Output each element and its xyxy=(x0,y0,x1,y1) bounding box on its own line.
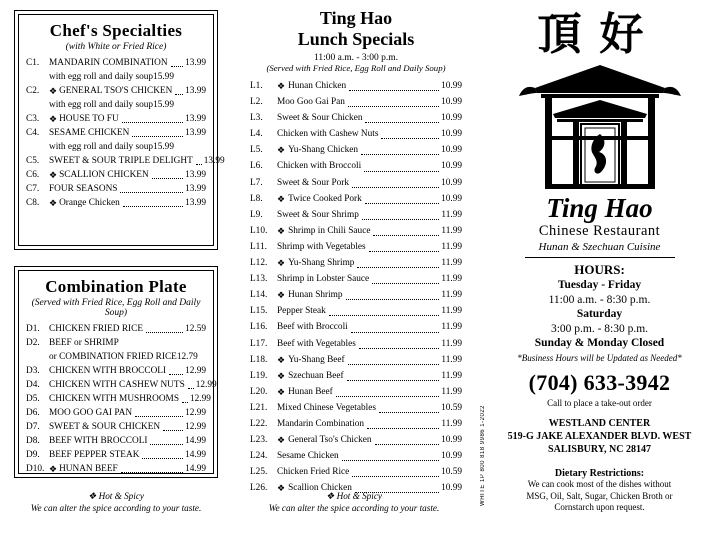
item-price: 10.99 xyxy=(441,161,462,172)
lunch-title-line1: Ting Hao xyxy=(319,8,393,28)
menu-item xyxy=(250,448,462,464)
item-number: L20. xyxy=(250,386,268,397)
item-number: L16. xyxy=(250,322,268,333)
item-price: 13.99 xyxy=(185,86,206,96)
leader-dots xyxy=(348,106,439,107)
item-number: C7. xyxy=(26,184,40,194)
menu-item xyxy=(26,196,206,210)
item-name: Hunan Shrimp xyxy=(288,290,343,301)
item-price: 14.99 xyxy=(185,464,206,474)
item-price: 13.99 xyxy=(185,184,206,194)
lunch-spicy-footnote xyxy=(252,490,456,514)
item-number: D3. xyxy=(26,366,40,376)
hours-days-2: Saturday xyxy=(576,308,623,320)
item-price: 13.99 xyxy=(203,156,225,166)
menu-item xyxy=(250,78,462,94)
menu-item xyxy=(26,462,206,476)
item-number: C5. xyxy=(26,156,40,166)
item-price: 12.99 xyxy=(185,422,206,432)
item-name: Orange Chicken xyxy=(59,198,120,208)
leader-dots xyxy=(329,315,440,316)
item-name: Yu-Shang Beef xyxy=(288,354,345,365)
hot-pepper-icon: ❖ xyxy=(49,114,58,124)
item-number: D2. xyxy=(26,338,40,348)
leader-dots xyxy=(349,90,439,91)
item-subline: or COMBINATION FRIED RICE xyxy=(49,352,177,362)
item-price: 11.99 xyxy=(441,322,462,333)
restaurant-name: Ting Hao xyxy=(546,193,653,223)
menu-item xyxy=(26,434,206,448)
leader-dots xyxy=(352,476,439,477)
leader-dots xyxy=(121,472,183,473)
item-price: 11.99 xyxy=(441,209,462,220)
item-number: L17. xyxy=(250,338,268,349)
item-price: 11.99 xyxy=(441,225,462,236)
leader-dots xyxy=(150,444,183,445)
item-name: Hunan Beef xyxy=(288,386,333,397)
hot-pepper-icon: ❖ xyxy=(49,86,58,96)
item-number: C6. xyxy=(26,170,40,180)
item-number: L8. xyxy=(250,193,263,204)
chinese-name: 頂好 xyxy=(537,9,662,60)
spicy-label: Hot & Spicy xyxy=(98,491,144,501)
leader-dots xyxy=(123,206,183,207)
item-name: Shrimp in Chili Sauce xyxy=(288,225,371,236)
item-number: D1. xyxy=(26,324,40,334)
chefs-specialties-panel xyxy=(14,10,225,250)
item-price: 11.99 xyxy=(441,370,462,381)
hot-pepper-icon: ❖ xyxy=(277,258,286,269)
item-number: L6. xyxy=(250,161,263,172)
menu-item xyxy=(26,112,206,126)
hot-pepper-icon: ❖ xyxy=(49,464,58,474)
item-name: Chicken with Cashew Nuts xyxy=(277,129,379,140)
hours-time-1: 11:00 a.m. - 8:30 p.m. xyxy=(548,294,651,306)
item-name: Chicken Fried Rice xyxy=(277,467,350,478)
item-number: D7. xyxy=(26,422,40,432)
item-price: 11.99 xyxy=(441,418,462,429)
item-name: GENERAL TSO'S CHICKEN xyxy=(59,86,173,96)
item-price: 11.99 xyxy=(441,258,462,269)
item-subline: with egg roll and daily soup xyxy=(49,100,154,110)
item-number: L18. xyxy=(250,354,268,365)
item-number: D8. xyxy=(26,436,40,446)
item-number: L4. xyxy=(250,129,263,140)
item-price: 10.99 xyxy=(441,145,462,156)
item-name: Mandarin Combination xyxy=(277,418,365,429)
menu-item xyxy=(26,336,206,364)
item-price: 14.99 xyxy=(185,436,206,446)
menu-item xyxy=(250,271,462,287)
hours-time-2: 3:00 p.m. - 8:30 p.m. xyxy=(550,323,649,335)
leader-dots xyxy=(169,374,183,375)
menu-item xyxy=(250,94,462,110)
leader-dots xyxy=(375,444,440,445)
dietary-line-3: Cornstarch upon request. xyxy=(554,502,645,512)
item-price: 12.79 xyxy=(176,352,198,362)
spicy-note: We can alter the spice according to your taste. xyxy=(268,503,440,513)
hot-pepper-icon: ❖ xyxy=(49,170,58,180)
left-spicy-footnote xyxy=(14,490,218,514)
leader-dots xyxy=(336,396,440,397)
leader-dots xyxy=(352,187,439,188)
item-number: L26. xyxy=(250,483,268,494)
item-name: Beef with Broccoli xyxy=(277,322,348,333)
hot-pepper-icon: ❖ xyxy=(277,290,286,301)
item-price: 11.99 xyxy=(441,290,462,301)
leader-dots xyxy=(122,122,183,123)
leader-dots xyxy=(342,460,439,461)
menu-item xyxy=(250,319,462,335)
item-name: BEEF or SHRIMP xyxy=(49,338,119,348)
item-number: D10. xyxy=(26,464,45,474)
menu-item xyxy=(250,303,462,319)
item-number: L7. xyxy=(250,177,263,188)
leader-dots xyxy=(379,412,439,413)
item-name: HUNAN BEEF xyxy=(59,464,118,474)
menu-item xyxy=(250,400,462,416)
lunch-specials-panel xyxy=(250,8,462,496)
item-price: 12.59 xyxy=(185,324,206,334)
leader-dots xyxy=(373,235,439,236)
item-price: 13.99 xyxy=(185,58,206,68)
item-price: 14.99 xyxy=(185,450,206,460)
item-price: 13.99 xyxy=(185,114,206,124)
item-name: Shrimp in Lobster Sauce xyxy=(277,274,370,285)
menu-item xyxy=(250,416,462,432)
item-number: C1. xyxy=(26,58,40,68)
item-number: L11. xyxy=(250,241,267,252)
item-name: Chicken with Broccoli xyxy=(277,161,362,172)
item-subprice: 15.99 xyxy=(153,100,174,110)
leader-dots xyxy=(346,299,440,300)
leader-dots xyxy=(364,171,439,172)
spicy-note: We can alter the spice according to your taste. xyxy=(30,503,202,513)
item-name: CHICKEN WITH BROCCOLI xyxy=(49,366,167,376)
menu-item xyxy=(250,352,462,368)
menu-item xyxy=(250,175,462,191)
menu-item xyxy=(250,384,462,400)
hot-pepper-icon: ❖ xyxy=(277,354,286,365)
item-number: L22. xyxy=(250,418,268,429)
menu-item xyxy=(26,322,206,336)
restaurant-info-panel xyxy=(492,0,707,538)
leader-dots xyxy=(142,458,183,459)
hot-pepper-icon: ❖ xyxy=(277,225,286,236)
address-line-3: SALISBURY, NC 28147 xyxy=(548,444,651,455)
item-name: Sweet & Sour Pork xyxy=(277,177,350,188)
item-price: 10.99 xyxy=(441,81,462,91)
item-name: Hunan Chicken xyxy=(288,81,347,91)
hot-pepper-icon: ❖ xyxy=(277,435,286,446)
divider xyxy=(525,257,675,258)
leader-dots xyxy=(362,219,440,220)
item-number: C2. xyxy=(26,86,40,96)
address-line-2: 519-G JAKE ALEXANDER BLVD. WEST xyxy=(507,431,692,442)
menu-item xyxy=(250,126,462,142)
item-price: 10.59 xyxy=(441,467,462,478)
hot-pepper-icon: ❖ xyxy=(88,491,97,501)
item-number: C8. xyxy=(26,198,40,208)
item-name: SCALLION CHICKEN xyxy=(59,170,149,180)
item-number: L19. xyxy=(250,370,268,381)
item-price: 10.99 xyxy=(441,435,462,446)
item-price: 10.99 xyxy=(441,483,462,494)
menu-item xyxy=(26,392,211,406)
item-name: Twice Cooked Pork xyxy=(288,193,362,204)
item-price: 13.99 xyxy=(185,128,206,138)
item-number: L15. xyxy=(250,306,268,317)
hot-pepper-icon: ❖ xyxy=(326,491,335,501)
dietary-heading: Dietary Restrictions: xyxy=(554,468,645,479)
chefs-specialties-subtitle: (with White or Fried Rice) xyxy=(65,42,167,52)
hours-days-1: Tuesday - Friday xyxy=(557,279,642,291)
menu-item xyxy=(250,191,462,207)
hours-note: *Business Hours will be Updated as Needed* xyxy=(517,353,682,363)
leader-dots xyxy=(365,203,439,204)
item-number: L5. xyxy=(250,145,263,156)
item-subprice: 15.99 xyxy=(153,142,174,152)
item-name: Yu-Shang Chicken xyxy=(288,145,359,156)
item-number: D9. xyxy=(26,450,40,460)
item-name: Szechuan Beef xyxy=(288,370,344,381)
item-name: MOO GOO GAI PAN xyxy=(49,408,133,418)
item-name: Shrimp with Vegetables xyxy=(277,241,366,252)
menu-item xyxy=(26,182,206,196)
item-name: MANDARIN COMBINATION xyxy=(49,58,168,68)
hot-pepper-icon: ❖ xyxy=(277,81,286,91)
item-number: L23. xyxy=(250,435,268,446)
menu-item xyxy=(26,378,217,392)
menu-item xyxy=(26,420,206,434)
item-price: 11.99 xyxy=(441,241,462,252)
item-name: HOUSE TO FU xyxy=(59,114,119,124)
item-name: Scallion Chicken xyxy=(288,483,352,494)
hot-pepper-icon: ❖ xyxy=(277,483,286,494)
menu-item xyxy=(250,368,462,384)
item-number: L25. xyxy=(250,467,268,478)
leader-dots xyxy=(152,178,183,179)
leader-dots xyxy=(163,430,183,431)
item-number: L3. xyxy=(250,113,263,124)
leader-dots xyxy=(369,251,440,252)
item-name: General Tso's Chicken xyxy=(288,435,372,446)
leader-dots xyxy=(367,428,439,429)
leader-dots xyxy=(357,267,439,268)
item-number: L21. xyxy=(250,402,268,413)
combination-plate-title: Combination Plate xyxy=(45,277,187,296)
item-price: 11.99 xyxy=(441,354,462,365)
combination-plate-panel xyxy=(14,266,218,478)
menu-item xyxy=(26,126,206,154)
leader-dots xyxy=(381,138,439,139)
combination-plate-subtitle: (Served with Fried Rice, Egg Roll and Daily Soup) xyxy=(31,298,201,318)
item-price: 10.99 xyxy=(441,97,462,108)
phone-number[interactable]: (704) 633-3942 xyxy=(528,370,671,395)
phone-note: Call to place a take-out order xyxy=(547,398,652,408)
item-name: Sesame Chicken xyxy=(277,451,339,462)
item-price: 13.99 xyxy=(185,170,206,180)
hot-pepper-icon: ❖ xyxy=(277,386,286,397)
pagoda-gate-illustration xyxy=(515,62,685,190)
menu-item xyxy=(250,207,462,223)
menu-item xyxy=(250,255,462,271)
hours-closed: Sunday & Monday Closed xyxy=(534,337,665,349)
address-line-1: WESTLAND CENTER xyxy=(548,418,651,429)
item-name: BEEF WITH BROCCOLI xyxy=(49,436,148,446)
item-name: Yu-Shang Shrimp xyxy=(288,258,355,269)
leader-dots xyxy=(146,332,183,333)
leader-dots xyxy=(182,402,188,403)
leader-dots xyxy=(196,164,202,165)
spicy-label: Hot & Spicy xyxy=(336,491,382,501)
item-number: L9. xyxy=(250,209,263,220)
item-name: Moo Goo Gai Pan xyxy=(277,97,345,108)
menu-item xyxy=(250,239,462,255)
item-number: L14. xyxy=(250,290,268,301)
item-price: 11.99 xyxy=(441,274,462,285)
item-name: Sweet & Sour Chicken xyxy=(277,113,363,124)
menu-item xyxy=(250,432,462,448)
item-number: L1. xyxy=(250,81,263,91)
item-subprice: 15.99 xyxy=(153,72,174,82)
leader-dots xyxy=(372,283,439,284)
menu-item xyxy=(26,406,206,420)
menu-item xyxy=(250,158,462,174)
item-price: 12.99 xyxy=(190,394,211,404)
menu-item xyxy=(26,84,206,112)
lunch-note: (Served with Fried Rice, Egg Roll and Daily Soup) xyxy=(266,63,446,73)
menu-item xyxy=(26,448,206,462)
item-name: Pepper Steak xyxy=(277,306,326,317)
item-subline: with egg roll and daily soup xyxy=(49,142,154,152)
item-price: 12.99 xyxy=(185,408,206,418)
lunch-title-line2: Lunch Specials xyxy=(297,29,415,49)
item-name: Beef with Vegetables xyxy=(277,338,356,349)
leader-dots xyxy=(348,364,440,365)
item-price: 10.99 xyxy=(441,193,462,204)
item-number: L24. xyxy=(250,451,268,462)
item-price: 13.99 xyxy=(185,198,206,208)
item-name: CHICKEN WITH CASHEW NUTS xyxy=(49,380,185,390)
print-code: WHITE 1P 800 818 9986 1-2022 xyxy=(480,405,486,506)
leader-dots xyxy=(132,136,183,137)
menu-item xyxy=(26,364,206,378)
hot-pepper-icon: ❖ xyxy=(49,198,58,208)
item-number: L13. xyxy=(250,274,268,285)
item-price: 11.99 xyxy=(441,338,462,349)
item-price: 10.99 xyxy=(441,451,462,462)
item-number: L10. xyxy=(250,225,268,236)
item-price: 12.99 xyxy=(195,380,217,390)
restaurant-cuisine: Hunan & Szechuan Cuisine xyxy=(538,241,661,253)
item-price: 10.99 xyxy=(441,129,462,140)
leader-dots xyxy=(365,122,439,123)
restaurant-subtitle: Chinese Restaurant xyxy=(538,223,661,239)
item-name: SESAME CHICKEN xyxy=(49,128,130,138)
item-price: 10.59 xyxy=(441,402,462,413)
menu-item xyxy=(250,287,462,303)
item-number: D5. xyxy=(26,394,40,404)
hot-pepper-icon: ❖ xyxy=(277,193,286,204)
item-number: C3. xyxy=(26,114,40,124)
leader-dots xyxy=(351,332,440,333)
hours-heading: HOURS: xyxy=(574,262,625,277)
item-number: L12. xyxy=(250,258,268,269)
item-number: D4. xyxy=(26,380,40,390)
item-name: SWEET & SOUR CHICKEN xyxy=(49,422,161,432)
item-name: BEEF PEPPER STEAK xyxy=(49,450,140,460)
item-price: 10.99 xyxy=(441,113,462,124)
menu-item xyxy=(26,154,225,168)
leader-dots xyxy=(188,388,194,389)
item-name: Mixed Chinese Vegetables xyxy=(277,402,376,413)
dietary-line-2: MSG, Oil, Salt, Sugar, Chicken Broth or xyxy=(526,490,673,501)
item-number: C4. xyxy=(26,128,40,138)
item-price: 12.99 xyxy=(185,366,206,376)
item-name: FOUR SEASONS xyxy=(49,184,118,194)
item-subline: with egg roll and daily soup xyxy=(49,72,154,82)
menu-item xyxy=(250,464,462,480)
leader-dots xyxy=(361,154,439,155)
item-name: CHICKEN WITH MUSHROOMS xyxy=(49,394,179,404)
menu-item xyxy=(26,56,206,84)
menu-item xyxy=(26,168,206,182)
leader-dots xyxy=(347,380,440,381)
leader-dots xyxy=(120,192,183,193)
item-price: 11.99 xyxy=(441,306,462,317)
leader-dots xyxy=(359,348,440,349)
menu-item xyxy=(250,110,462,126)
lunch-hours: 11:00 a.m. - 3:00 p.m. xyxy=(313,53,399,63)
item-price: 11.99 xyxy=(441,386,462,397)
item-price: 10.99 xyxy=(441,177,462,188)
menu-item xyxy=(250,223,462,239)
menu-item xyxy=(250,142,462,158)
hot-pepper-icon: ❖ xyxy=(277,370,286,381)
leader-dots xyxy=(175,94,183,95)
item-number: D6. xyxy=(26,408,40,418)
hot-pepper-icon: ❖ xyxy=(277,145,286,156)
item-name: Sweet & Sour Shrimp xyxy=(277,209,359,220)
item-name: SWEET & SOUR TRIPLE DELIGHT xyxy=(49,156,193,166)
item-number: L2. xyxy=(250,97,263,108)
menu-item xyxy=(250,336,462,352)
chefs-specialties-title: Chef's Specialties xyxy=(49,21,183,40)
leader-dots xyxy=(171,66,184,67)
dietary-line-1: We can cook most of the dishes without xyxy=(527,479,672,489)
item-name: CHICKEN FRIED RICE xyxy=(49,324,144,334)
leader-dots xyxy=(135,416,183,417)
